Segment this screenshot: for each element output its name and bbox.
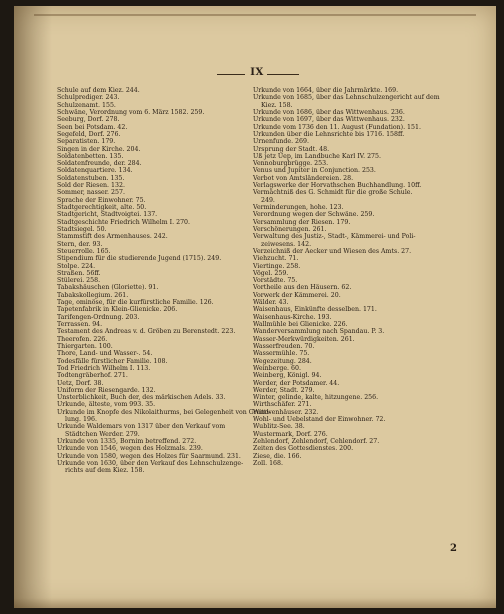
index-entry: Schule auf dem Kiez. 244. xyxy=(57,87,140,94)
index-entry: Verbot von Amtsländereien. 28. xyxy=(253,174,354,182)
index-entry: Schulzenamt. 155. xyxy=(57,101,116,109)
index-entry: Tarifengen-Ordnung. 203. xyxy=(57,313,140,321)
index-entry: Ursprung der Stadt. 48. xyxy=(253,145,330,153)
index-entry: Wegezeitung. 284. xyxy=(253,357,312,365)
index-entry: Verwaltung des Justiz-, Stadt-, Kämmerei- und Poli- xyxy=(253,233,416,241)
index-entry: Stadtgeschichte Friedrich Wilhelm I. 270. xyxy=(57,218,191,226)
index-column-right xyxy=(253,87,475,467)
index-entry: Waisenhaus, Einkünfte desselben. 171. xyxy=(253,306,377,314)
index-entry: Stadtsiegel. 50. xyxy=(57,225,107,233)
index-entry: Urkunden über die Lehnsrichte bis 1716. 158ff. xyxy=(253,130,405,138)
index-entry: Weinberge. 60. xyxy=(253,364,301,372)
index-entry: Schulprediger. 243. xyxy=(57,94,120,102)
index-entry: Verschönerungen. 261. xyxy=(253,225,327,233)
index-entry: Wublitz-See. 38. xyxy=(253,423,305,431)
index-entry: Urkunde, älteste, vom 993. 35. xyxy=(57,401,156,409)
index-entry: Tabakskollegium. 261. xyxy=(57,291,129,299)
index-entry: Uniform der Riesengarde. 132. xyxy=(57,386,156,394)
index-entry: Urkunde von 1685, über das Lehnschulzengericht auf dem xyxy=(253,94,440,102)
index-entry-continuation: lung. 196. xyxy=(65,416,97,424)
index-entry: Soldatenquartiere. 134. xyxy=(57,167,133,175)
index-entry: Venus und Jupiter in Conjunction. 253. xyxy=(253,167,376,175)
index-entry: Stadtgerechtigkeit, alte. 50. xyxy=(57,204,147,211)
index-entry: Stülerei. 258. xyxy=(57,277,101,285)
index-entry: Sommer, nasser. 257. xyxy=(57,189,125,197)
index-entry: Vermächtniß des G. Schmidt für die große Schule. xyxy=(253,189,413,197)
index-entry: Stadtgericht, Stadtvoigtei. 137. xyxy=(57,211,158,219)
index-entry: Sold der Riesen. 132. xyxy=(57,182,125,190)
index-entry: Verlagswerke der Horvathschen Buchhandlung. 10ff. xyxy=(253,182,422,190)
index-entry: Viehzucht. 71. xyxy=(253,255,299,263)
index-entry: Urnenfunde. 269. xyxy=(253,138,309,146)
index-entry: Urkunde von 1686, über das Wittwenhaus. 236. xyxy=(253,108,405,116)
index-entry: Tabakshäuschen (Gloriette). 91. xyxy=(57,284,159,292)
index-entry: Wallmühle bei Glienicke. 226. xyxy=(253,321,348,328)
index-entry: Vorstädte. 75. xyxy=(253,277,298,285)
index-entry: Thiergarten. 100. xyxy=(57,342,113,350)
page-numeral: IX xyxy=(245,67,269,78)
index-entry: Urkunde von 1630, über den Verkauf des Lehnschulzenge- xyxy=(57,459,244,467)
index-entry: Urkunde vom 1736 den 11. August (Fundation). 151. xyxy=(253,123,421,131)
index-entry: Zeiten des Gottesdienstes. 200. xyxy=(253,445,354,453)
index-entry: Vögel. 259. xyxy=(253,269,289,277)
page-bottom-edge xyxy=(14,598,496,608)
index-entry: Wustermark, Dorf. 276. xyxy=(253,430,328,438)
index-entry: Wittwenhäuser. 232. xyxy=(253,408,319,416)
index-entry: Tod Friedrich Wilhelm I. 113. xyxy=(57,364,151,372)
index-entry: Soldatenbetten. 135. xyxy=(57,152,124,160)
index-entry: Todtengräberhof. 271. xyxy=(57,372,128,380)
index-entry: Urkunde im Knopfe des Nikolaithurms, bei Gelegenheit von Grund- xyxy=(57,408,271,416)
index-entry: Seeburg, Dorf. 278. xyxy=(57,116,120,124)
book-page xyxy=(14,6,496,608)
index-entry: Segefeld, Dorf. 276. xyxy=(57,130,121,138)
index-entry: Wassermühle. 75. xyxy=(253,350,310,358)
index-entry: Uß jetz Uep, im Landbuche Karl IV. 275. xyxy=(253,152,381,160)
index-entry: Urkunde von 1546, wegen des Holzmals. 239. xyxy=(57,445,203,453)
index-entry: Verordnung wegen der Schwäne. 259. xyxy=(253,211,375,219)
index-entry: Weinberg, Königl. 94. xyxy=(253,372,322,380)
index-entry-continuation: richts auf dem Kiez. 158. xyxy=(65,467,145,475)
index-entry: Separatisten. 179. xyxy=(57,138,116,146)
index-entry: Seen bei Potsdam. 42. xyxy=(57,123,128,131)
index-entry: Stammstift des Armenhauses. 242. xyxy=(57,233,168,241)
index-entry: Soldatenstuben. 135. xyxy=(57,174,125,182)
index-entry-continuation: 249. xyxy=(261,196,275,204)
index-entry: Urkunde von 1580, wegen des Holzes für Saarmund. 231. xyxy=(57,452,241,460)
index-entry: Viertinge. 258. xyxy=(253,262,301,270)
index-entry: Versammlung der Riesen. 179. xyxy=(253,218,351,226)
index-entry: Stern, der. 93. xyxy=(57,240,103,248)
index-entry: Ziese, die. 166. xyxy=(253,452,302,460)
index-entry: Stolpe. 224. xyxy=(57,262,96,270)
index-entry: Schwäne, Verordnung vom 6. März 1582. 259. xyxy=(57,108,205,116)
index-entry: Vortheile aus den Häusern. 62. xyxy=(253,284,352,292)
index-entry: Urkunde Waldemars von 1317 über den Verkauf vom xyxy=(57,423,226,431)
index-entry: Winter, gelinde, kalte, hitzungene. 256. xyxy=(253,394,379,402)
index-entry: Wohl- und Uebelstand der Einwohner. 72. xyxy=(253,416,386,424)
index-entry: Urkunde von 1664, über die Jahrmärkte. 169. xyxy=(253,87,399,94)
index-entry-continuation: Städtchen Werder. 279. xyxy=(65,430,140,438)
index-entry: Wasserfreuden. 70. xyxy=(253,342,315,350)
index-entry: Wanderversammlung nach Spandau. P. 3. xyxy=(253,328,385,336)
index-entry: Wälder. 43. xyxy=(253,299,289,307)
index-entry: Urkunde von 1697, über das Wittwenhaus. 232. xyxy=(253,116,405,124)
page-header xyxy=(14,67,496,81)
index-entry: Testament des Andreas v. d. Gröben zu Berenstedt. 223. xyxy=(57,328,236,336)
index-entry: Vennoburgbrügge. 253. xyxy=(253,160,329,168)
folio-number: 2 xyxy=(450,543,457,554)
index-entry-continuation: Kiez. 158. xyxy=(261,101,293,109)
index-entry-continuation: zeiwesens. 142. xyxy=(261,240,312,248)
index-entry: Singen in der Kirche. 204. xyxy=(57,145,141,153)
index-entry: Verzeichniß der Aecker und Wiesen des Amts. 27. xyxy=(253,247,412,255)
index-entry: Werder, der Potsdamer. 44. xyxy=(253,379,340,387)
index-entry: Straßen. 56ff. xyxy=(57,269,101,277)
index-entry: Wirthschäfer. 271. xyxy=(253,401,312,409)
index-entry: Stipendium für die studierende Jugend (1715). 249. xyxy=(57,255,222,263)
gutter-shadow xyxy=(14,6,52,608)
index-entry: Soldatenfreunde, der. 284. xyxy=(57,160,142,168)
index-entry: Wasser-Merkwürdigkeiten. 261. xyxy=(253,335,355,343)
index-entry: Steuerrolle. 165. xyxy=(57,247,111,255)
index-entry: Urkunde von 1335, Bornim betreffend. 272. xyxy=(57,438,197,445)
index-entry: Thore, Land- und Wasser-. 54. xyxy=(57,350,153,358)
index-entry: Vorwerk der Kämmerei. 20. xyxy=(253,291,341,299)
index-entry: Werder, Stadt. 279. xyxy=(253,386,315,394)
index-entry: Tapetenfabrik in Klein-Glienicke. 206. xyxy=(57,306,178,314)
index-entry: Sprache der Einwohner. 75. xyxy=(57,196,146,204)
index-entry: Waisenhaus-Kirche. 193. xyxy=(253,313,332,321)
header-rule-right xyxy=(267,74,299,75)
index-entry: Verminderungen, hohe. 123. xyxy=(253,204,344,211)
index-entry: Theerofen. 226. xyxy=(57,335,108,343)
index-entry: Unsterblichkeit, Buch der, des märkischen Adels. 33. xyxy=(57,394,226,402)
index-entry: Uetz, Dorf. 38. xyxy=(57,379,104,387)
page-edge-line xyxy=(34,14,476,16)
index-entry: Todesfälle fürstlicher Familie. 108. xyxy=(57,357,168,365)
index-entry: Zehlendorf, Zehlendorf, Cehlendorf. 27. xyxy=(253,438,380,445)
index-entry: Zoll. 168. xyxy=(253,459,283,467)
index-entry: Tage, ominöse, für die kurfürstliche Familie. 126. xyxy=(57,299,214,307)
index-entry: Terrassen. 94. xyxy=(57,321,103,328)
